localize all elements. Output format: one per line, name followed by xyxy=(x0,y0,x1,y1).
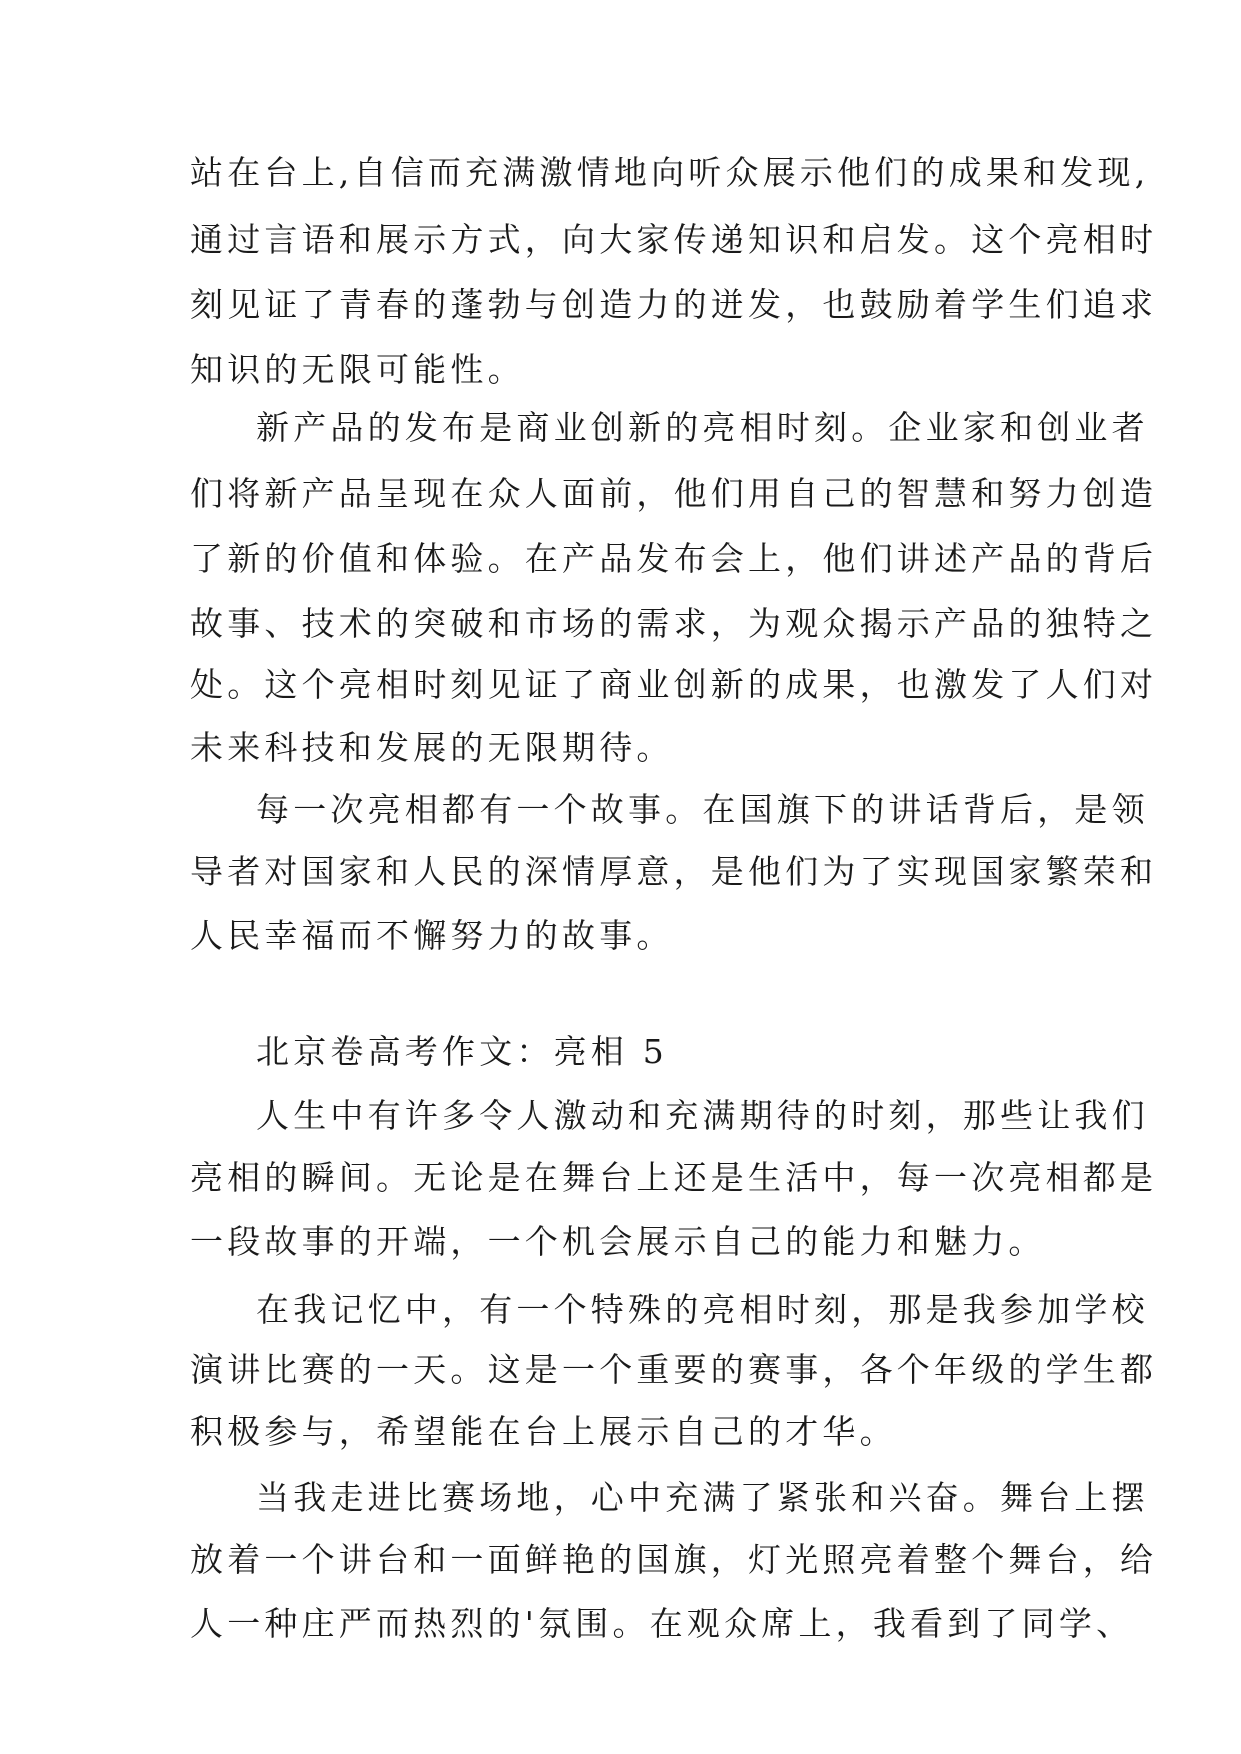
text-line: 人一种庄严而热烈的'氛围。在观众席上，我看到了同学、 xyxy=(190,1604,1134,1643)
text-line: 人民幸福而不懈努力的故事。 xyxy=(190,916,674,955)
paragraph-first-line: 每一次亮相都有一个故事。在国旗下的讲话背后，是领 xyxy=(256,790,1149,829)
section-heading: 北京卷高考作文：亮相 5 xyxy=(256,1032,668,1071)
text-line: 故事、技术的突破和市场的需求，为观众揭示产品的独特之 xyxy=(190,604,1158,643)
text-line: 通过言语和展示方式，向大家传递知识和启发。这个亮相时 xyxy=(190,220,1158,259)
text-line: 们将新产品呈现在众人面前，他们用自己的智慧和努力创造 xyxy=(190,474,1158,513)
text-line: 放着一个讲台和一面鲜艳的国旗，灯光照亮着整个舞台，给 xyxy=(190,1540,1158,1579)
text-line: 亮相的瞬间。无论是在舞台上还是生活中，每一次亮相都是 xyxy=(190,1158,1158,1197)
text-line: 导者对国家和人民的深情厚意，是他们为了实现国家繁荣和 xyxy=(190,852,1158,891)
text-line: 积极参与，希望能在台上展示自己的才华。 xyxy=(190,1412,897,1451)
text-line: 知识的无限可能性。 xyxy=(190,350,525,389)
paragraph-first-line: 当我走进比赛场地，心中充满了紧张和兴奋。舞台上摆 xyxy=(256,1478,1149,1517)
text-line: 处。这个亮相时刻见证了商业创新的成果，也激发了人们对 xyxy=(190,665,1158,704)
text-line: 一段故事的开端，一个机会展示自己的能力和魅力。 xyxy=(190,1222,1046,1261)
text-line: 演讲比赛的一天。这是一个重要的赛事，各个年级的学生都 xyxy=(190,1350,1158,1389)
paragraph-first-line: 新产品的发布是商业创新的亮相时刻。企业家和创业者 xyxy=(256,408,1149,447)
text-line: 了新的价值和体验。在产品发布会上，他们讲述产品的背后 xyxy=(190,539,1158,578)
text-line: 刻见证了青春的蓬勃与创造力的迸发，也鼓励着学生们追求 xyxy=(190,285,1158,324)
text-line: 未来科技和发展的无限期待。 xyxy=(190,728,674,767)
paragraph-first-line: 人生中有许多令人激动和充满期待的时刻，那些让我们 xyxy=(256,1096,1149,1135)
text-line: 站在台上,自信而充满激情地向听众展示他们的成果和发现, xyxy=(190,153,1150,192)
paragraph-first-line: 在我记忆中，有一个特殊的亮相时刻，那是我参加学校 xyxy=(256,1290,1149,1329)
